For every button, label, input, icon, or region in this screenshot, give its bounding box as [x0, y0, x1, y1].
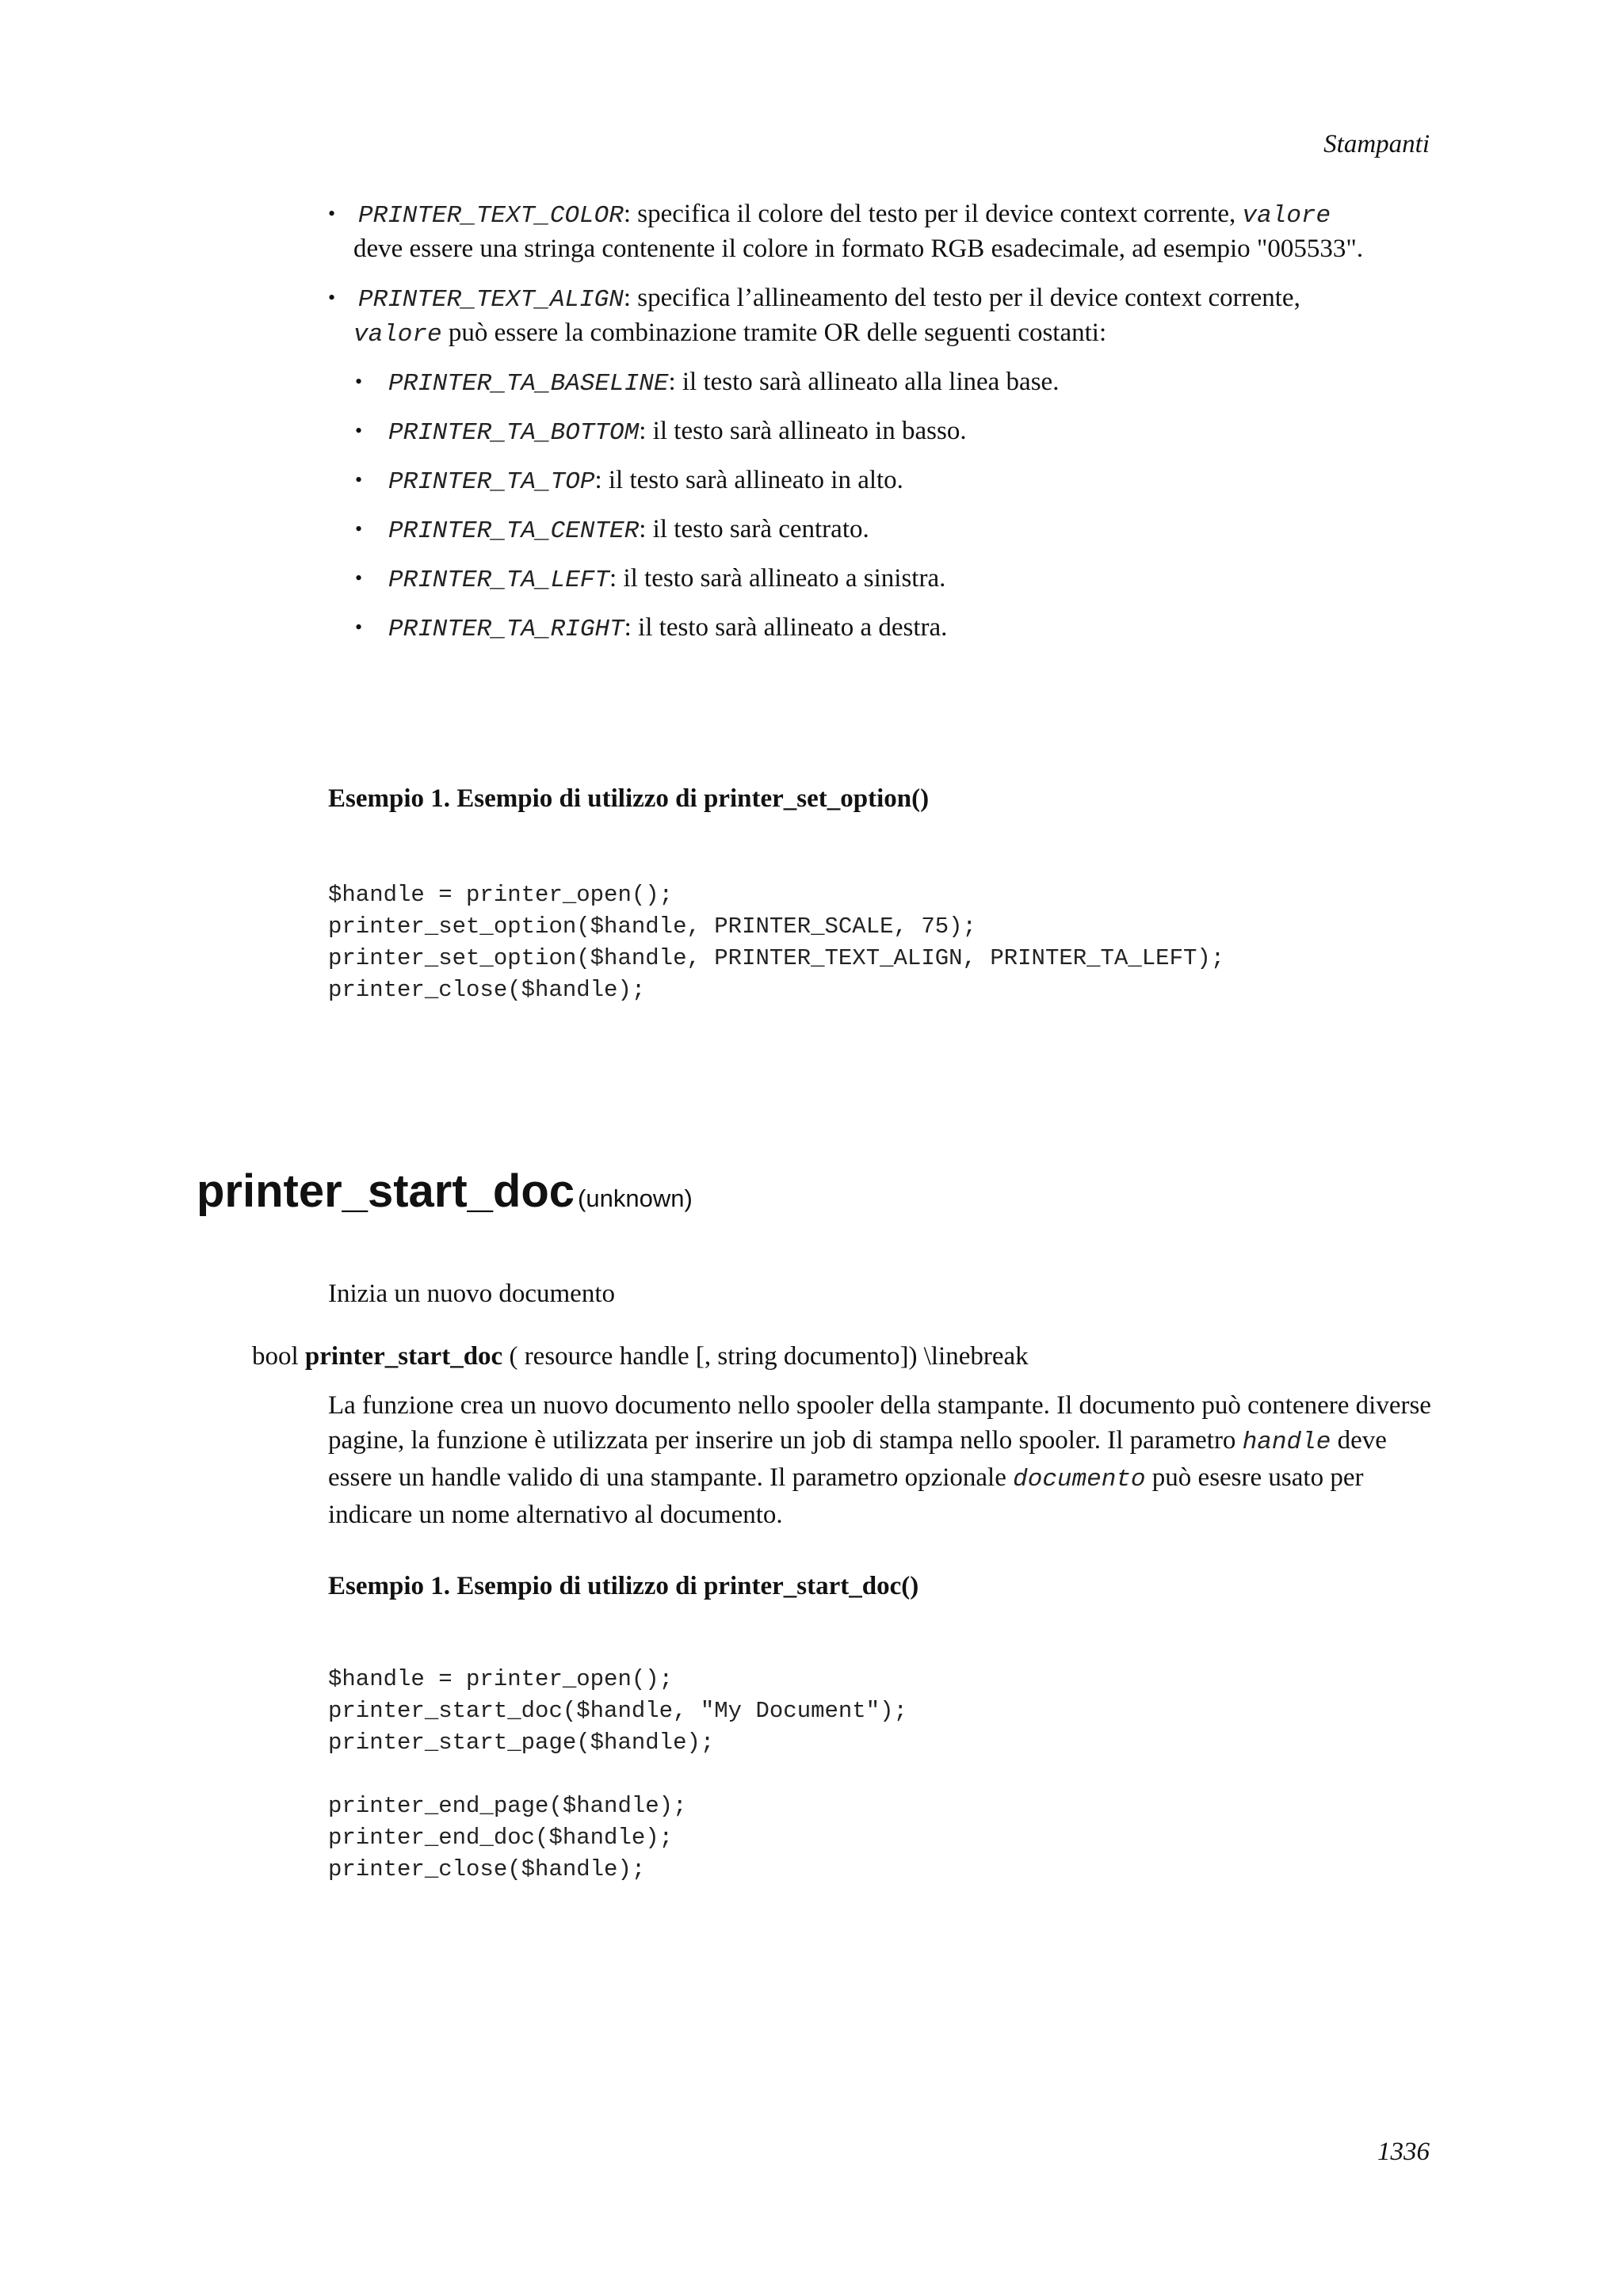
- constant-description: : il testo sarà allineato a sinistra.: [609, 564, 946, 593]
- parameter-name: valore: [1242, 202, 1331, 230]
- constant-name: PRINTER_TA_BOTTOM: [388, 419, 640, 447]
- return-type: bool: [252, 1342, 305, 1371]
- constant-description: : il testo sarà allineato alla linea base.: [668, 368, 1060, 396]
- function-heading: [197, 1165, 693, 1218]
- option-text: : specifica l’allineamento del testo per il device context corrente,: [623, 284, 1300, 312]
- bullet-icon: •: [355, 566, 363, 589]
- bullet-icon: •: [328, 202, 336, 225]
- description-text: La funzione crea un nuovo documento nello spooler della stampante. Il documento può contenere diverse pagine, la funzione è utilizzata per inserire un job di stampa nello spooler. Il parametro: [328, 1391, 1431, 1455]
- example-title: Esempio 1. Esempio di utilizzo di printer_set_option(): [328, 784, 930, 813]
- code-block: $handle = printer_open(); printer_start_doc($handle, "My Document"); printer_start_page($handle); printer_end_page($handle); printer_end_doc($handle); printer_close($handle);: [328, 1666, 907, 1882]
- constant-name: PRINTER_TEXT_COLOR: [358, 202, 624, 230]
- constant-description: : il testo sarà allineato in basso.: [639, 417, 967, 445]
- description-text: può esesre usato per indicare un nome alternativo al documento.: [328, 1463, 1364, 1529]
- parameter-name: valore: [353, 321, 442, 349]
- constant-name: PRINTER_TA_RIGHT: [388, 616, 624, 643]
- constant-name: PRINTER_TA_LEFT: [388, 566, 610, 594]
- code-block: $handle = printer_open(); printer_set_option($handle, PRINTER_SCALE, 75); printer_set_option($handle, PRINTER_TEXT_ALIGN, PRINTER_TA_LEFT); printer_close($handle);: [328, 882, 1225, 1003]
- constant-description: : il testo sarà allineato in alto.: [594, 466, 903, 494]
- constant-description: : il testo sarà centrato.: [639, 515, 869, 543]
- constant-name: PRINTER_TA_TOP: [388, 468, 595, 496]
- synopsis-function-name: printer_start_doc: [304, 1342, 503, 1371]
- synopsis-arguments: ( resource handle [, string documento]) \linebreak: [502, 1342, 1029, 1371]
- bullet-icon: •: [355, 517, 363, 540]
- parameter-name: handle: [1242, 1428, 1331, 1456]
- constant-description: : il testo sarà allineato a destra.: [624, 613, 948, 642]
- running-header: Stampanti: [1323, 130, 1430, 158]
- bullet-icon: •: [355, 468, 363, 491]
- function-name: printer_start_doc: [197, 1165, 575, 1217]
- bullet-icon: •: [355, 419, 363, 442]
- function-purpose: Inizia un nuovo documento: [328, 1280, 616, 1308]
- description-text: deve essere un handle valido di una stampante. Il parametro opzionale: [328, 1426, 1387, 1492]
- constant-name: PRINTER_TA_CENTER: [388, 517, 640, 545]
- bullet-icon: •: [355, 370, 363, 393]
- function-version: (unknown): [578, 1184, 693, 1212]
- bullet-icon: •: [355, 616, 363, 639]
- page-number: 1336: [1377, 2138, 1430, 2166]
- option-text: : specifica il colore del testo per il device context corrente,: [623, 200, 1243, 228]
- option-text-continued: può essere la combinazione tramite OR delle seguenti costanti:: [441, 318, 1107, 347]
- option-text-continued: deve essere una stringa contenente il colore in formato RGB esadecimale, ad esempio "005533".: [353, 235, 1364, 263]
- bullet-icon: •: [328, 286, 336, 309]
- function-description: [328, 1388, 1433, 1532]
- constant-name: PRINTER_TA_BASELINE: [388, 370, 669, 398]
- constant-name: PRINTER_TEXT_ALIGN: [358, 286, 624, 314]
- example-title: Esempio 1. Esempio di utilizzo di printer_start_doc(): [328, 1572, 919, 1600]
- function-synopsis: [252, 1339, 1029, 1374]
- parameter-name: documento: [1013, 1466, 1146, 1493]
